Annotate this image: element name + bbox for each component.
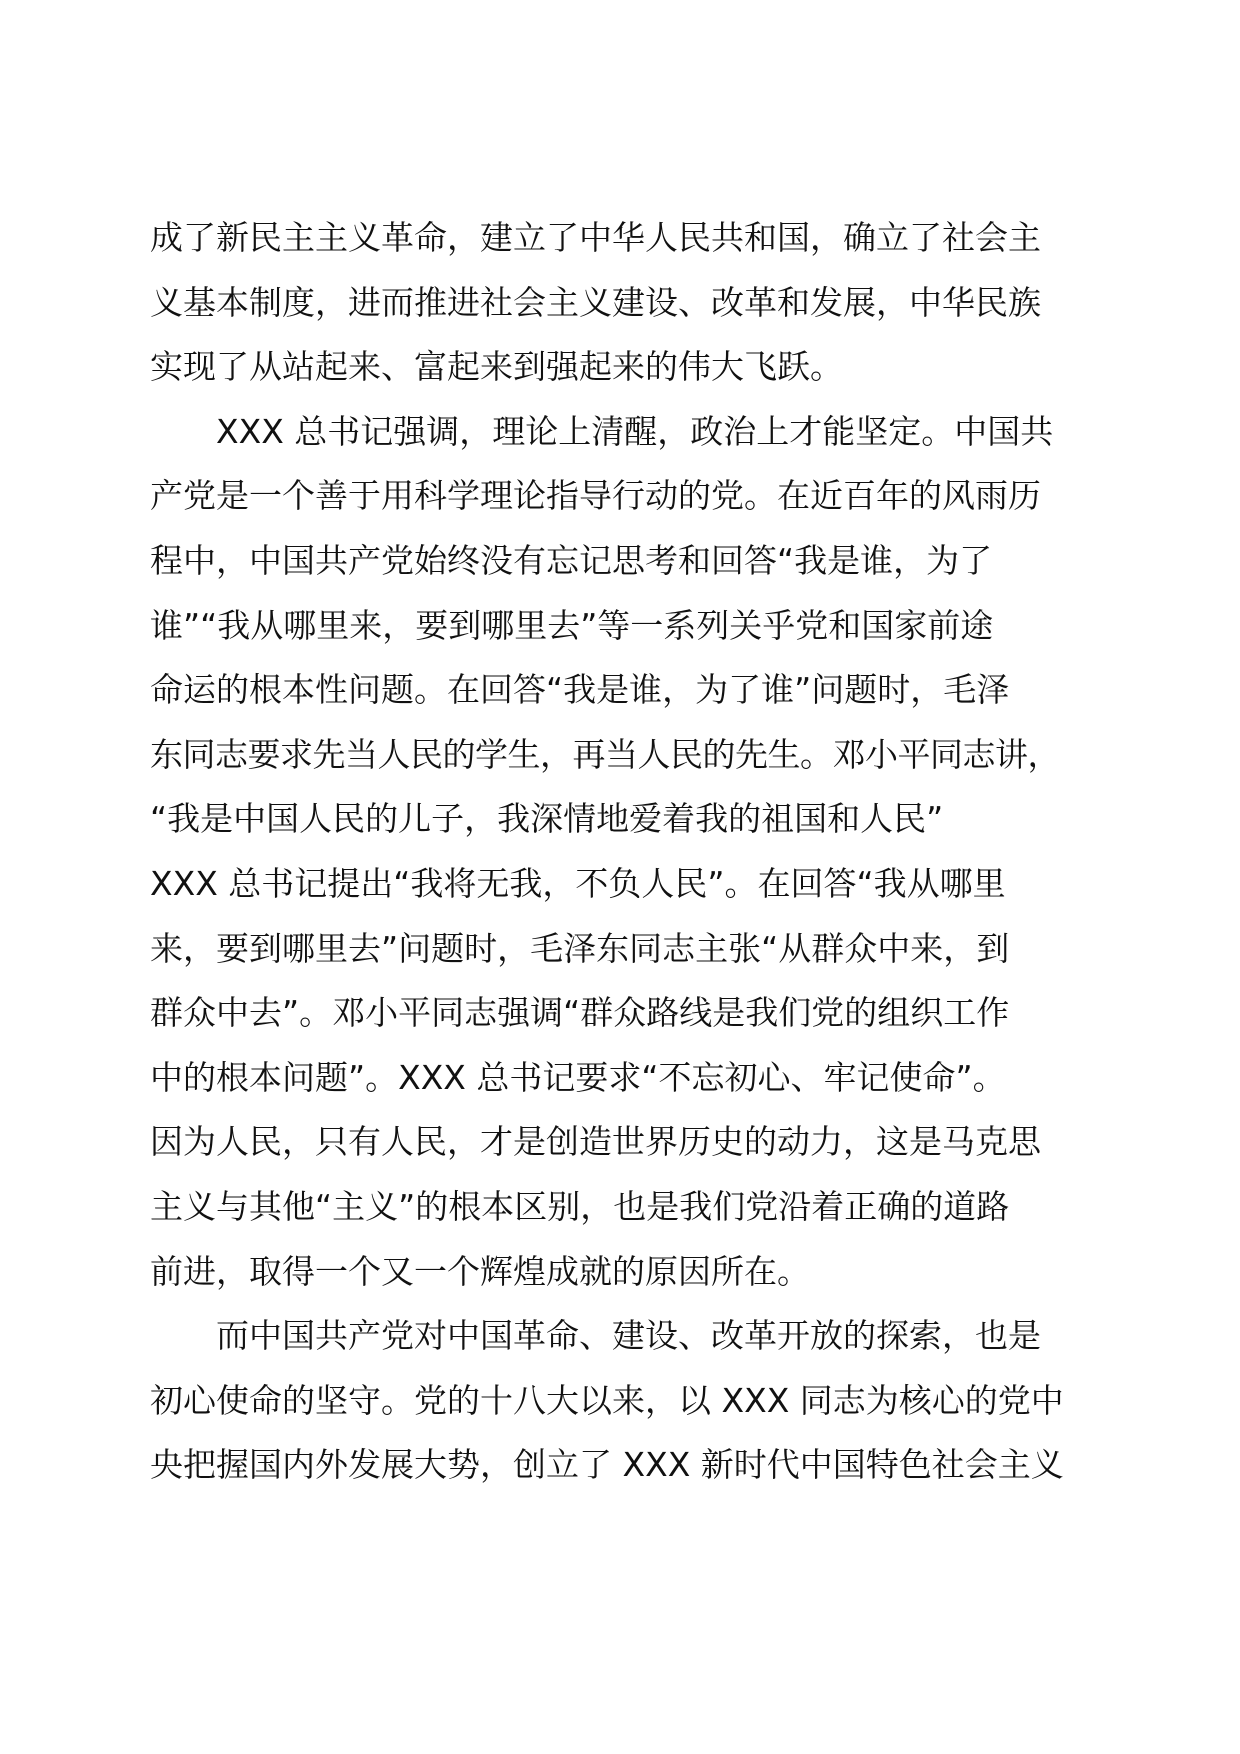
text-line: 初心使命的坚守。党的十八大以来，以 XXX 同志为核心的党中 <box>150 1380 1064 1420</box>
text-line: 实现了从站起来、富起来到强起来的伟大飞跃。 <box>150 347 843 387</box>
text-line: 主义与其他“主义”的根本区别，也是我们党沿着正确的道路 <box>150 1186 1010 1226</box>
text-line: 前进，取得一个又一个辉煌成就的原因所在。 <box>150 1251 810 1291</box>
text-line: 中的根本问题”。XXX 总书记要求“不忘初心、牢记使命”。 <box>150 1057 1006 1097</box>
text-line: 央把握国内外发展大势，创立了 XXX 新时代中国特色社会主义 <box>150 1445 1064 1485</box>
paragraph-first-line: 而中国共产党对中国革命、建设、改革开放的探索，也是 <box>216 1316 1041 1356</box>
paragraph-first-line: XXX 总书记强调，理论上清醒，政治上才能坚定。中国共 <box>216 411 1054 451</box>
text-line: 产党是一个善于用科学理论指导行动的党。在近百年的风雨历 <box>150 476 1041 516</box>
text-line: 程中，中国共产党始终没有忘记思考和回答“我是谁，为了 <box>150 540 993 580</box>
text-line: 命运的根本性问题。在回答“我是谁，为了谁”问题时，毛泽 <box>150 670 1010 710</box>
text-line: 来，要到哪里去”问题时，毛泽东同志主张“从群众中来，到 <box>150 928 1010 968</box>
text-line: 谁”“我从哪里来，要到哪里去”等一系列关乎党和国家前途 <box>150 605 994 645</box>
text-line: 成了新民主主义革命，建立了中华人民共和国，确立了社会主 <box>150 218 1041 257</box>
text-line: 义基本制度，进而推进社会主义建设、改革和发展，中华民族 <box>150 282 1041 322</box>
body-text <box>150 206 1100 1498</box>
text-line: “我是中国人民的儿子，我深情地爱着我的祖国和人民” <box>150 799 944 839</box>
text-line: 因为人民，只有人民，才是创造世界历史的动力，这是马克思 <box>150 1122 1041 1162</box>
text-line: 东同志要求先当人民的学生，再当人民的先生。邓小平同志讲， <box>150 734 1060 774</box>
text-line: XXX 总书记提出“我将无我，不负人民”。在回答“我从哪里 <box>150 863 1006 903</box>
text-line: 群众中去”。邓小平同志强调“群众路线是我们党的组织工作 <box>150 993 1010 1033</box>
